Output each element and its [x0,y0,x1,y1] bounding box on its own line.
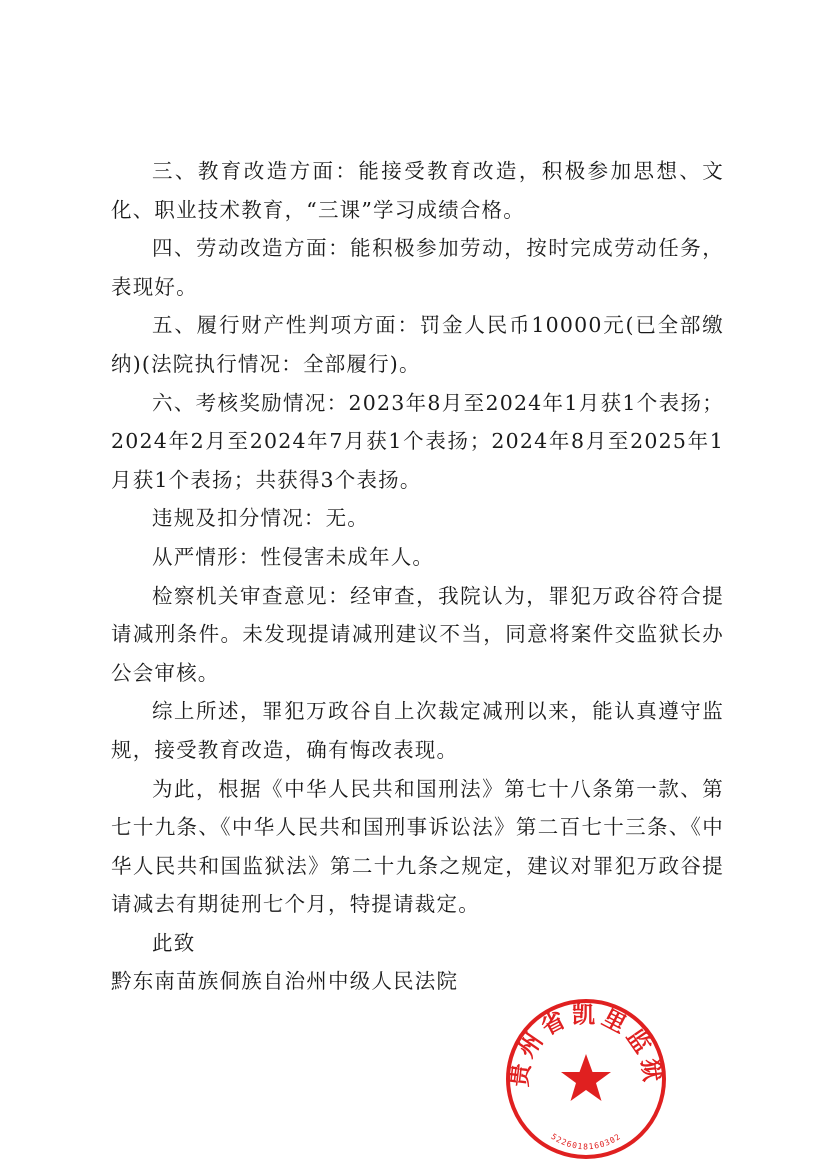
paragraph-violations: 违规及扣分情况：无。 [152,506,369,531]
paragraph-education: 三、教育改造方面：能接受教育改造，积极参加思想、文化、职业技术教育，“三课”学习成绩合格。 [111,159,724,222]
document-body [111,152,724,1001]
paragraph-labor: 四、劳动改造方面：能积极参加劳动，按时完成劳动任务，表现好。 [111,236,724,299]
official-seal [503,996,669,1162]
seal-star-icon [561,1054,611,1101]
paragraph-property: 五、履行财产性判项方面：罚金人民币10000元(已全部缴纳)(法院执行情况：全部履行)。 [111,313,724,376]
paragraph-legal-basis: 为此，根据《中华人民共和国刑法》第七十八条第一款、第七十九条、《中华人民共和国刑事诉讼法》第二百七十三条、《中华人民共和国监狱法》第二十九条之规定，建议对罪犯万政谷提请减去有期徒刑七个月，特提请裁定。 [111,776,724,917]
closing-salutation: 此致 [152,930,196,955]
recipient-court: 黔东南苗族侗族自治州中级人民法院 [111,969,459,994]
paragraph-summary: 综上所述，罪犯万政谷自上次裁定减刑以来，能认真遵守监规，接受教育改造，确有悔改表现。 [111,699,724,762]
seal-name-textpath: 贵州省凯里监狱 [505,1001,667,1089]
paragraph-procuratorate-opinion: 检察机关审查意见：经审查，我院认为，罪犯万政谷符合提请减刑条件。未发现提请减刑建议不当，同意将案件交监狱长办公会审核。 [111,583,724,685]
paragraph-rewards: 六、考核奖励情况：2023年8月至2024年1月获1个表扬；2024年2月至2024年7月获1个表扬；2024年8月至2025年1月获1个表扬；共获得3个表扬。 [111,390,724,492]
seal-serial-textpath: 5226018160302 [549,1131,623,1152]
paragraph-strict-circumstances: 从严情形：性侵害未成年人。 [152,544,435,569]
seal-serial-text [549,1132,622,1151]
